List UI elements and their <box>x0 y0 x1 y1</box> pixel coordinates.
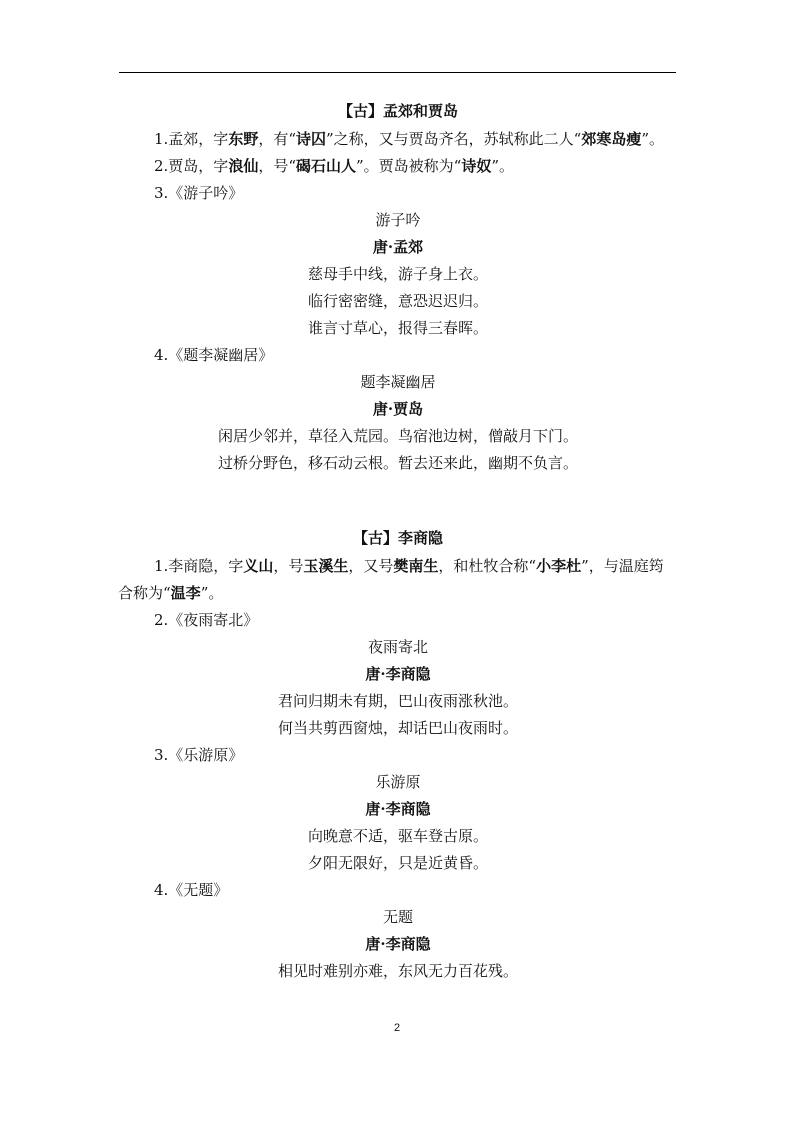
text-run: ，号 <box>273 557 304 575</box>
list-item: 4.《无题》 <box>154 881 229 899</box>
bold-term: 义山 <box>243 557 274 575</box>
poem-line: 慈母手中线，游子身上衣。 <box>307 265 488 283</box>
page-number: 2 <box>393 1022 401 1034</box>
poem <box>118 769 678 877</box>
text-run: ，又号 <box>348 557 394 575</box>
section-title: 【古】孟郊和贾岛 <box>337 102 458 120</box>
header-rule <box>119 72 676 73</box>
poem <box>118 634 678 742</box>
text-run: 2.贾岛，字 <box>154 157 229 175</box>
bold-term: 樊南生 <box>393 557 439 575</box>
poem <box>118 369 678 477</box>
section-gap <box>118 477 678 523</box>
poem-author: 唐·李商隐 <box>365 665 431 683</box>
bold-term: 碣石山人 <box>296 157 357 175</box>
poem-line: 向晚意不适，驱车登古原。 <box>307 827 488 845</box>
list-item: 4.《题李凝幽居》 <box>154 346 274 364</box>
text-run: ”。贾岛被称为“ <box>356 157 462 175</box>
text-run: ，和杜牧合称“ <box>438 557 537 575</box>
list-item: 3.《乐游原》 <box>154 746 244 764</box>
poem-line: 谁言寸草心，报得三春晖。 <box>307 319 488 337</box>
poem-line: 闲居少邻并，草径入荒园。鸟宿池边树，僧敲月下门。 <box>217 427 578 445</box>
poem-author: 唐·李商隐 <box>365 935 431 953</box>
paragraph <box>118 553 678 607</box>
text-run: ”。 <box>641 130 665 148</box>
text-run: ，有“ <box>258 130 296 148</box>
section-title: 【古】李商隐 <box>352 529 443 547</box>
paragraph <box>118 153 678 180</box>
text-run: ，号“ <box>258 157 296 175</box>
page-content <box>118 96 678 985</box>
paragraph <box>118 126 678 153</box>
poem-title: 题李凝幽居 <box>360 373 436 391</box>
poem <box>118 904 678 985</box>
bold-term: 郊寒岛瘦 <box>581 130 642 148</box>
bold-term: 东野 <box>228 130 259 148</box>
text-run: ”，与温庭筠合称为“ <box>118 557 664 602</box>
bold-term: 诗囚 <box>296 130 327 148</box>
bold-term: 诗奴 <box>461 157 492 175</box>
poem <box>118 207 678 342</box>
poem-line: 何当共剪西窗烛，却话巴山夜雨时。 <box>277 719 518 737</box>
bold-term: 玉溪生 <box>303 557 349 575</box>
poem-line: 君问归期未有期，巴山夜雨涨秋池。 <box>277 692 518 710</box>
poem-author: 唐·孟郊 <box>372 238 424 256</box>
poem-author: 唐·李商隐 <box>365 800 431 818</box>
poem-title: 夜雨寄北 <box>367 638 428 656</box>
list-item: 2.《夜雨寄北》 <box>154 611 259 629</box>
bold-term: 浪仙 <box>228 157 259 175</box>
poem-title: 乐游原 <box>375 773 421 791</box>
list-item: 3.《游子吟》 <box>154 184 244 202</box>
poem-line: 夕阳无限好，只是近黄昏。 <box>307 854 488 872</box>
text-run: ”之称，又与贾岛齐名，苏轼称此二人“ <box>326 130 582 148</box>
poem-author: 唐·贾岛 <box>372 400 424 418</box>
poem-line: 临行密密缝，意恐迟迟归。 <box>307 292 488 310</box>
text-run: ”。 <box>200 584 224 602</box>
poem-title: 游子吟 <box>375 211 421 229</box>
poem-line: 相见时难别亦难，东风无力百花残。 <box>277 962 518 980</box>
poem-line: 过桥分野色，移石动云根。暂去还来此，幽期不负言。 <box>217 454 578 472</box>
text-run: 1.李商隐，字 <box>154 557 244 575</box>
text-run: ”。 <box>491 157 515 175</box>
bold-term: 温李 <box>170 584 201 602</box>
poem-title: 无题 <box>382 908 413 926</box>
bold-term: 小李杜 <box>536 557 582 575</box>
text-run: 1.孟郊，字 <box>154 130 229 148</box>
